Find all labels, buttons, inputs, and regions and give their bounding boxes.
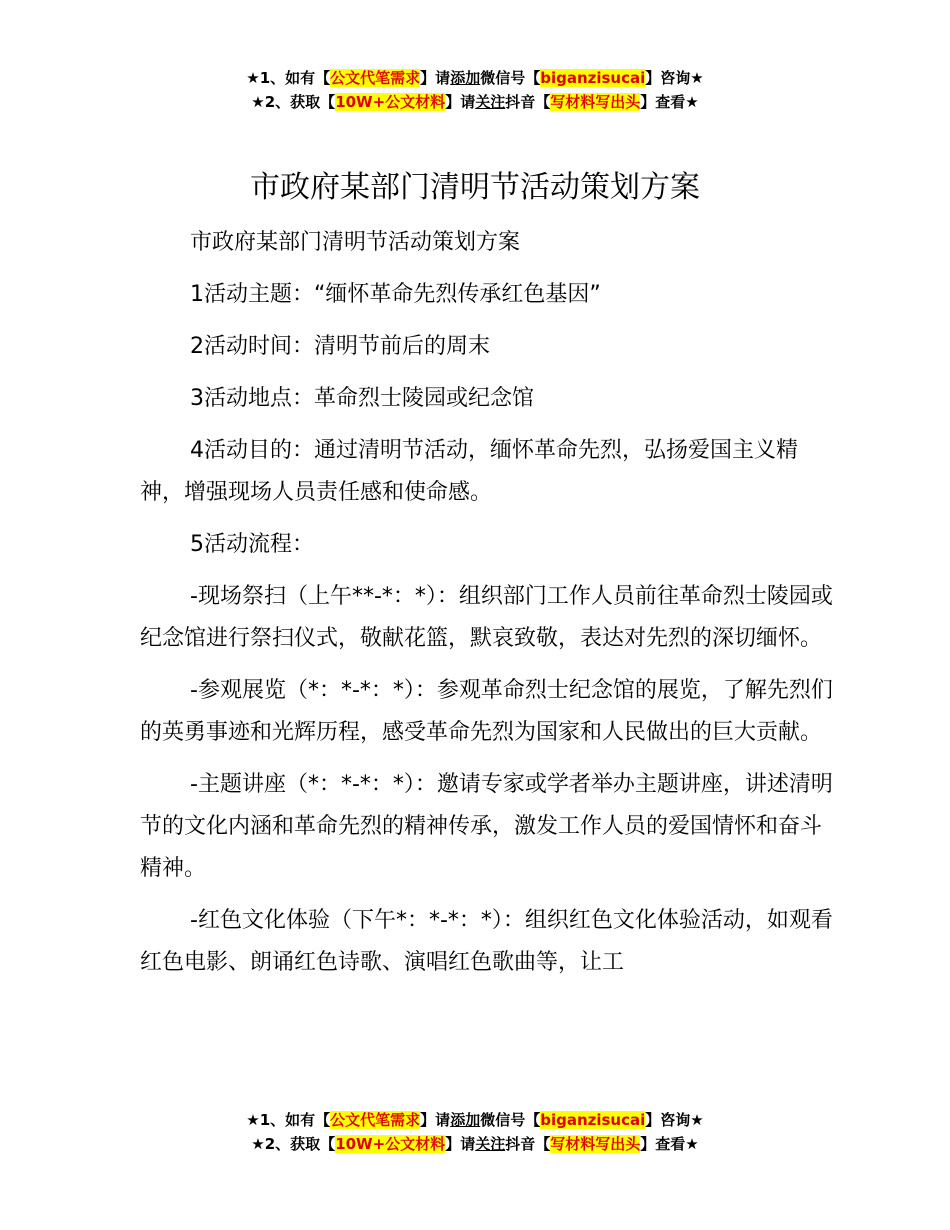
highlight-text: 公文代笔需求 <box>330 1111 421 1129</box>
banner-text: ★2、获取【 <box>251 1135 336 1153</box>
paragraph: -现场祭扫（上午**-*：*）：组织部门工作人员前往革命烈士陵园或纪念馆进行祭扫仪式，敬献花篮，默哀致敬，表达对先烈的深切缅怀。 <box>140 584 833 651</box>
banner-line-1 <box>0 1108 950 1132</box>
banner-text: ★2、获取【 <box>251 93 336 111</box>
header-banner <box>0 66 950 114</box>
document-title: 市政府某部门清明节活动策划方案 <box>250 170 700 205</box>
banner-text: 抖音【 <box>505 1135 551 1153</box>
paragraph: 2活动时间：清明节前后的周末 <box>190 334 490 359</box>
banner-text: 】请 <box>445 93 476 111</box>
banner-text: ★1、如有【 <box>246 69 331 87</box>
banner-line-2 <box>0 1132 950 1156</box>
document-body <box>140 222 840 994</box>
paragraph: 1活动主题：“缅怀革命先烈传承红色基因” <box>190 282 601 307</box>
banner-text: 】咨询★ <box>645 69 704 87</box>
paragraph: -参观展览（*：*-*：*）：参观革命烈士纪念馆的展览，了解先烈们的英勇事迹和光辉历程，感受革命先烈为国家和人民做出的巨大贡献。 <box>140 678 833 745</box>
paragraph: 5活动流程： <box>190 532 314 557</box>
banner-line-2 <box>0 90 950 114</box>
banner-text: 】请 <box>420 69 451 87</box>
banner-text: 微信号【 <box>480 69 541 87</box>
footer-banner <box>0 1108 950 1156</box>
highlight-text: 写材料写出头 <box>550 1135 641 1153</box>
banner-text: 】查看★ <box>640 93 699 111</box>
highlight-text: biganzisucai <box>540 69 646 87</box>
highlight-text: 10W+公文材料 <box>335 1135 446 1153</box>
banner-text: ★1、如有【 <box>246 1111 331 1129</box>
banner-text: 】咨询★ <box>645 1111 704 1129</box>
highlight-text: biganzisucai <box>540 1111 646 1129</box>
paragraph: 3活动地点：革命烈士陵园或纪念馆 <box>190 386 534 411</box>
underlined-text: 关注 <box>475 93 506 111</box>
banner-text: 微信号【 <box>480 1111 541 1129</box>
underlined-text: 添加 <box>450 1111 481 1129</box>
underlined-text: 关注 <box>475 1135 506 1153</box>
banner-text: 抖音【 <box>505 93 551 111</box>
banner-text: 】请 <box>420 1111 451 1129</box>
paragraph: -红色文化体验（下午*：*-*：*）：组织红色文化体验活动，如观看红色电影、朗诵红色诗歌、演唱红色歌曲等，让工 <box>140 908 833 975</box>
highlight-text: 写材料写出头 <box>550 93 641 111</box>
highlight-text: 10W+公文材料 <box>335 93 446 111</box>
paragraph: 市政府某部门清明节活动策划方案 <box>190 230 521 255</box>
banner-text: 】查看★ <box>640 1135 699 1153</box>
banner-line-1 <box>0 66 950 90</box>
paragraph: 4活动目的：通过清明节活动，缅怀革命先烈，弘扬爱国主义精神，增强现场人员责任感和使命感。 <box>140 438 798 505</box>
highlight-text: 公文代笔需求 <box>330 69 421 87</box>
underlined-text: 添加 <box>450 69 481 87</box>
banner-text: 】请 <box>445 1135 476 1153</box>
paragraph: -主题讲座（*：*-*：*）：邀请专家或学者举办主题讲座，讲述清明节的文化内涵和革命先烈的精神传承，激发工作人员的爱国情怀和奋斗精神。 <box>140 772 833 881</box>
